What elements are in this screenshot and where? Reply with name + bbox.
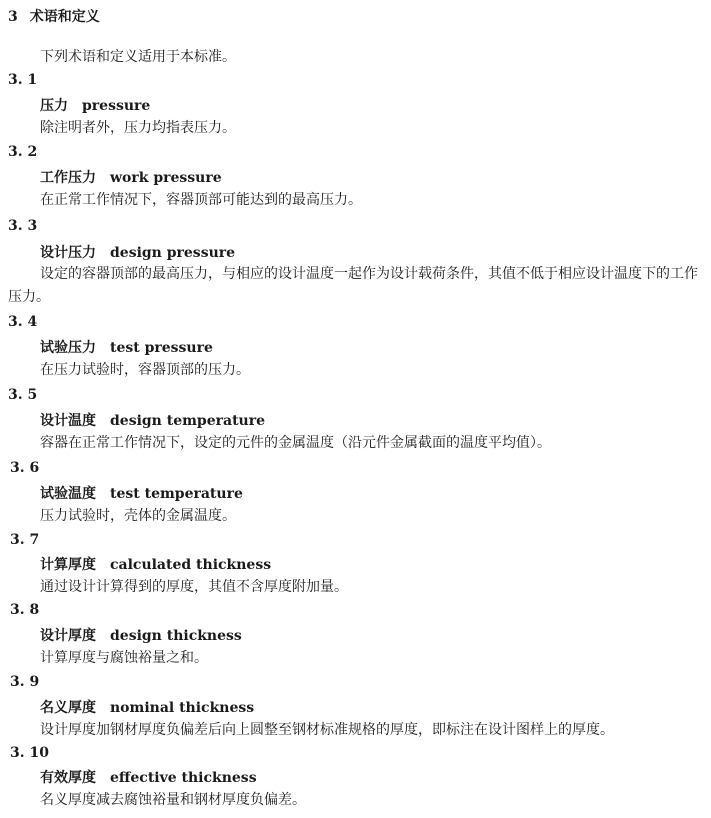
term-definition: 计算厚度与腐蚀裕量之和。 <box>40 650 208 666</box>
section-title: 术语和定义 <box>29 9 100 25</box>
term-name-en: work pressure <box>110 170 222 186</box>
term-definition: 容器在正常工作情况下，设定的元件的金属温度（沿元件金属截面的温度平均值）。 <box>40 435 551 451</box>
term-name-en: nominal thickness <box>110 700 255 716</box>
term-heading <box>40 767 257 787</box>
term-heading <box>40 554 271 574</box>
term-name-en: design temperature <box>110 413 265 429</box>
term-number: 3. 10 <box>10 745 49 761</box>
section-heading <box>8 6 100 26</box>
term-heading <box>40 625 242 645</box>
term-name-zh: 名义厚度 <box>40 700 96 716</box>
term-heading <box>40 95 150 115</box>
term-number: 3. 9 <box>10 674 40 690</box>
term-name-zh: 设计厚度 <box>40 628 96 644</box>
term-heading <box>40 483 243 503</box>
term-number: 3. 3 <box>8 218 38 234</box>
term-number: 3. 4 <box>8 314 38 330</box>
term-heading <box>40 242 235 262</box>
term-definition: 压力试验时，壳体的金属温度。 <box>40 508 236 524</box>
term-name-zh: 工作压力 <box>40 170 96 186</box>
term-name-zh: 计算厚度 <box>40 557 96 573</box>
section-intro: 下列术语和定义适用于本标准。 <box>40 49 236 65</box>
term-name-zh: 设计压力 <box>40 245 96 261</box>
term-definition: 在正常工作情况下，容器顶部可能达到的最高压力。 <box>40 192 362 208</box>
term-heading <box>40 167 222 187</box>
term-name-zh: 有效厚度 <box>40 770 96 786</box>
term-number: 3. 2 <box>8 144 38 160</box>
term-number: 3. 7 <box>10 532 40 548</box>
term-heading <box>40 410 265 430</box>
term-number: 3. 8 <box>10 602 40 618</box>
term-name-en: design pressure <box>110 245 236 261</box>
term-name-zh: 设计温度 <box>40 413 96 429</box>
term-name-en: pressure <box>82 98 151 114</box>
term-definition: 名义厚度减去腐蚀裕量和钢材厚度负偏差。 <box>40 792 306 808</box>
term-name-en: test pressure <box>110 340 213 356</box>
term-name-en: design thickness <box>110 628 242 644</box>
term-definition: 通过设计计算得到的厚度，其值不含厚度附加量。 <box>40 579 348 595</box>
term-name-zh: 压力 <box>40 98 68 114</box>
term-name-en: calculated thickness <box>110 557 272 573</box>
term-heading <box>40 697 254 717</box>
term-name-zh: 试验温度 <box>40 486 96 502</box>
term-heading <box>40 337 213 357</box>
term-definition: 设定的容器顶部的最高压力，与相应的设计温度一起作为设计载荷条件，其值不低于相应设计温度下的工作压力。 <box>8 266 698 305</box>
term-number: 3. 1 <box>8 72 38 88</box>
term-definition: 设计厚度加钢材厚度负偏差后向上圆整至钢材标准规格的厚度，即标注在设计图样上的厚度。 <box>40 722 614 738</box>
section-number: 3 <box>8 9 18 25</box>
term-name-en: test temperature <box>110 486 243 502</box>
term-name-zh: 试验压力 <box>40 340 96 356</box>
term-name-en: effective thickness <box>110 770 257 786</box>
term-number: 3. 6 <box>10 460 40 476</box>
term-definition: 除注明者外，压力均指表压力。 <box>40 120 236 136</box>
term-number: 3. 5 <box>8 387 38 403</box>
term-definition: 在压力试验时，容器顶部的压力。 <box>40 362 250 378</box>
